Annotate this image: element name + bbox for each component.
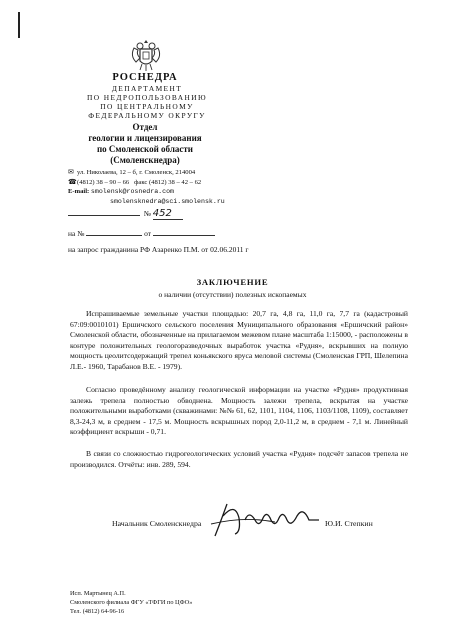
document-title: ЗАКЛЮЧЕНИЕ [196, 277, 269, 287]
margin-mark [18, 12, 20, 38]
paragraph-3: В связи со сложностью гидрогеологических условий участка «Рудня» подсчёт запасов трепела не производился. Отчёты: инв. 289, 594. [70, 449, 408, 469]
incoming-number-blank [86, 235, 142, 236]
office-line-3: по Смоленской области [97, 144, 193, 154]
coat-of-arms-icon [126, 34, 166, 74]
fax-text: (4812) 38 – 42 – 62 [148, 179, 202, 186]
email-primary[interactable]: smolensk@rosnedra.com [90, 188, 175, 195]
department-line-4: ФЕДЕРАЛЬНОМУ ОКРУГУ [88, 111, 206, 120]
document-subtitle: о наличии (отсутствии) полезных ископаемых [158, 290, 307, 299]
number-sign: № [143, 209, 151, 218]
fax-label: факс [134, 179, 148, 186]
executor-name: Исп. Мартынец А.П. [70, 590, 126, 597]
request-line: на запрос гражданина РФ Азаренко П.М. от 02.06.2011 г [68, 245, 249, 254]
department-line-2: ПО НЕДРОПОЛЬЗОВАНИЮ [87, 93, 207, 102]
ot-label: от [144, 229, 152, 238]
phone-text: (4812) 38 – 90 – 66 [77, 179, 130, 186]
email-label: E-mail: [68, 188, 90, 195]
incoming-ref-row [68, 229, 215, 238]
envelope-icon: ✉ [68, 168, 74, 176]
number-sign-2: № [77, 229, 85, 238]
signer-position: Начальник Смоленскнедра [112, 519, 202, 528]
office-line-1: Отдел [132, 122, 158, 132]
paragraph-1: Испрашиваемые земельные участки площадью: 20,7 га, 4,8 га, 11,0 га, 7,7 га (кадастровый 67:09:0010101) Ершичского сельского поселения Муниципального образования «Ершичский район» Смоленской области, обозначенные на прилагаемом межевом плане масштаба 1:15000, - расположены в контуре положительных геологоразведочных выработок участка «Рудня», вскрывших на полную мощность цеолитсодержащий трепел коньякского яруса меловой системы (Смоленская ГРП, Шелепина Л.Е.- 1960, Тарабанов В.Е. - 1979). [70, 309, 408, 371]
office-line-4: (Смоленскнедра) [110, 155, 180, 165]
outgoing-number-row [68, 208, 183, 220]
executor-phone: Тел. (4812) 64-96-16 [70, 608, 125, 615]
na-label: на [68, 229, 76, 238]
department-line-1: ДЕПАРТАМЕНТ [111, 84, 183, 93]
address-text: ул. Николаева, 12 – б, г. Смоленск, 214004 [77, 169, 196, 176]
incoming-date-blank [153, 235, 215, 236]
agency-name: РОСНЕДРА [112, 72, 178, 83]
paragraph-2: Согласно проведённому анализу геологической информации на участке «Рудня» продуктивная залежь трепела полностью обводнена. Мощность залежи трепела, вскрытая на участке положительными выработками (скважинами: №№ 61, 62, 1101, 1104, 1106, 1103/1108, 1109), составляет 8,3-24,3 м, в среднем - 17,5 м. Мощность вскрышных пород 2,0-11,2 м, в среднем - 7,1 м. Линейный коэффициент вскрыши - 0,71. [70, 385, 408, 436]
outgoing-date-blank [68, 215, 140, 216]
department-line-3: ПО ЦЕНТРАЛЬНОМУ [100, 102, 194, 111]
email-secondary[interactable]: smolensknedra@sci.smolensk.ru [110, 198, 225, 205]
outgoing-number: 452 [153, 208, 183, 220]
handwritten-signature [205, 496, 323, 540]
email-line [68, 187, 174, 197]
office-line-2: геологии и лицензирования [88, 133, 202, 143]
signer-name: Ю.И. Степкин [325, 519, 373, 528]
executor-org: Смоленского филиала ФГУ «ТФГИ по ЦФО» [70, 599, 193, 606]
phone-icon: ☎ [68, 178, 77, 186]
